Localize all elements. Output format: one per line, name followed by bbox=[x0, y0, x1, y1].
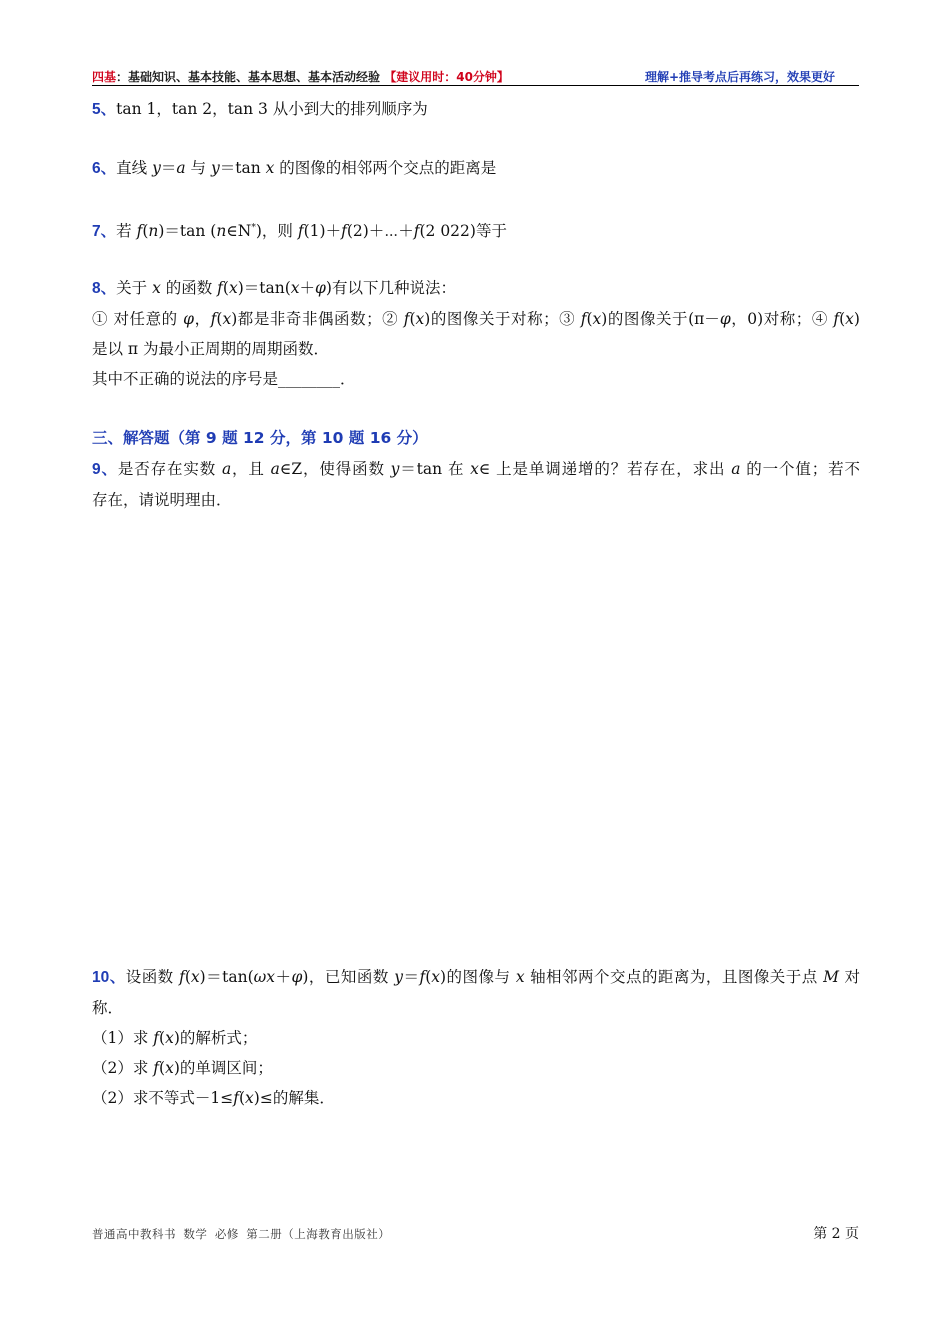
question-10: 10、设函数 f(x)＝tan(ωx＋φ)，已知函数 y＝f(x)的图像与 x 轴相邻两个交点的距离为，且图像关于点 M 对 称． （1）求 f(x)的解析式； （2）求 f(x)的单调区间； （2）求不等式－1≤f(x)≤的解集． bbox=[92, 962, 860, 1113]
question-number: 6、 bbox=[92, 160, 117, 177]
question-number: 9、 bbox=[92, 461, 118, 478]
question-5 bbox=[92, 94, 860, 125]
footer-book-title: 普通高中教科书 数学 必修 第二册（上海教育出版社） bbox=[92, 1227, 391, 1241]
question-7: 7、若 f(n)＝tan (n∈N*)，则 f(1)＋f(2)＋⋯＋f(2 022)等于 bbox=[92, 222, 507, 241]
sub-question-3: （2）求不等式－1≤f(x)≤的解集． bbox=[92, 1089, 335, 1107]
question-6: 6、直线 y＝a 与 y＝tan x 的图像的相邻两个交点的距离是 bbox=[92, 159, 497, 177]
header-time: 【建议用时：40分钟】 bbox=[384, 70, 509, 84]
question-8-statements: ① 对任意的 φ，f(x)都是非奇非偶函数；② f(x)的图像关于对称；③ f(x)的图像关于(π－φ，0)对称；④ f(x) bbox=[92, 310, 860, 328]
question-8-line-3: 是以 π 为最小正周期的周期函数． bbox=[92, 340, 330, 358]
page-number: 第 2 页 bbox=[813, 1226, 859, 1242]
question-9: 9、是否存在实数 a，且 a∈Z，使得函数 y＝tan 在 x∈ 上是单调递增的？若存在，求出 a 的一个值；若不 存在，请说明理由． bbox=[92, 460, 861, 509]
question-8: 8、关于 x 的函数 f(x)＝tan(x＋φ)有以下几种说法： ① 对任意的 φ，f(x)都是非奇非偶函数；② f(x)的图像关于对称；③ f(x)的图像关于(π－φ，0)对称；④ f(x) 是以 π 为最小正周期的周期函数． 其中不正确的说法的序号是________． bbox=[92, 273, 860, 394]
question-number: 8、 bbox=[92, 280, 117, 297]
question-8-answer-blank: 其中不正确的说法的序号是________． bbox=[92, 370, 356, 388]
question-number: 7、 bbox=[92, 223, 117, 241]
section-heading: 三、解答题（第 9 题 12 分，第 10 题 16 分） bbox=[92, 429, 428, 447]
header-divider bbox=[92, 85, 859, 86]
question-number: 10、 bbox=[92, 969, 126, 986]
header-tip: 理解+推导考点后再练习，效果更好 bbox=[644, 70, 835, 84]
header-left bbox=[92, 68, 509, 85]
sub-question-1: （1）求 f(x)的解析式； bbox=[92, 1029, 258, 1047]
header-tag: 四基 bbox=[92, 70, 117, 84]
question-number: 5、 bbox=[92, 101, 117, 118]
page-header bbox=[92, 66, 859, 86]
question-text: tan 1，tan 2，tan 3 从小到大的排列顺序为 bbox=[116, 100, 428, 118]
header-desc: ：基础知识、基本技能、基本思想、基本活动经验 bbox=[116, 70, 381, 84]
sub-question-2: （2）求 f(x)的单调区间； bbox=[92, 1059, 273, 1077]
